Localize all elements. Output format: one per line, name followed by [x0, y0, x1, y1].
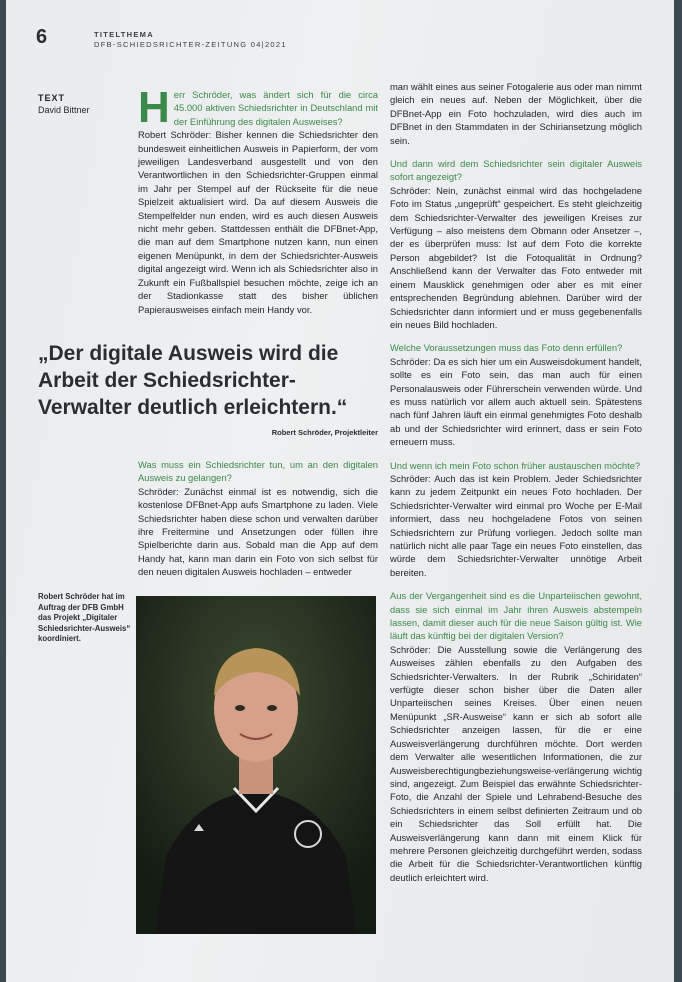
question-5: Und wenn ich mein Foto schon früher austauschen möchte?	[390, 459, 641, 471]
question-4: Welche Voraussetzungen muss das Foto denn erfüllen?	[390, 342, 623, 354]
section-label: TITELTHEMA	[94, 30, 154, 39]
column-left-bottom	[138, 458, 378, 579]
drop-cap: H	[138, 83, 170, 132]
page-number: 6	[36, 26, 48, 48]
question-6: Aus der Vergangenheit sind es die Unparteiischen gewohnt, dass sie sich einmal im Jahr ihren Ausweis abstempeln lassen, damit dieser auch für die neue Saison gültig ist. Wie läuft das künftig bei der digitalen Version?	[390, 590, 642, 642]
author-name: David Bittner	[38, 105, 90, 115]
answer-5: Schröder: Auch das ist kein Problem. Jeder Schiedsrichter kann zu jedem Zeitpunkt ein neues Foto hochladen. Der Schiedsrichter-Verwalter wird einmal pro Woche per E-Mail informiert, dass neu hochgeladene Fotos von seinen Schiedsrichtern zur Prüfung vorliegen. Jedoch sollte man natürlich nicht alle paar Tage ein neues Foto einstellen, das würde dem Schiedsrichter-Verwalter unnötige Arbeit bereiten.	[390, 472, 642, 578]
column-left-top	[138, 83, 378, 316]
publication-label: DFB-SCHIEDSRICHTER-ZEITUNG 04|2021	[94, 40, 287, 49]
author-credit	[38, 92, 90, 116]
question-1: err Schröder, was ändert sich für die circa 45.000 aktiven Schiedsrichter in Deutschland mit der Einführung des digitalen Ausweises?	[173, 89, 378, 127]
answer-4: Schröder: Da es sich hier um ein Ausweisdokument handelt, sollte es ein Foto sein, das man auch für einen Personalausweis oder Führerschein verwenden würde. Und es muss natürlich vor allem auch aktuell sein. Spätestens nach fünf Jahren läuft ein einmal genehmigtes Foto deshalb ab und der Schiedsrichter wird erinnert, dass er sein Foto erneuern muss.	[390, 355, 642, 448]
answer-1: Robert Schröder: Bisher kennen die Schiedsrichter den bundesweit einheitlichen Ausweis in Papierform, der vom jeweiligen Landesverband ausgestellt und von den Verantwortlichen in den Schiedsrichter-Gruppen einmal im Jahr per Stempel auf der Rückseite für die neue Spielzeit aktualisiert wird. Da auf diesem Ausweis die Stempelfelder nun enden, wird es auch diesen Ausweis nicht mehr geben. Stattdessen enthält die DFBnet-App, die man auf dem Smartphone nutzen kann, nun einen eigenen Menüpunkt, in dem der Schiedsrichter-Ausweis digital angezeigt wird. Wenn ich als Schiedsrichter also in Zukunft ein Fußballspiel besuchen möchte, zeige ich an der Stadionkasse statt des bisher üblichen Papierausweises einfach mein Handy vor.	[138, 129, 378, 315]
question-2: Was muss ein Schiedsrichter tun, um an den digitalen Ausweis zu gelangen?	[138, 459, 378, 484]
question-3: Und dann wird dem Schiedsrichter sein digitaler Ausweis sofort angezeigt?	[390, 158, 642, 183]
pull-quote: „Der digitale Ausweis wird die Arbeit der Schiedsrichter-Verwalter deutlich erleichtern.“	[38, 342, 348, 419]
answer-6: Schröder: Die Ausstellung sowie die Verlängerung des Ausweises zählen ebenfalls zu den Aufgaben des Schiedsrichter-Verwalters. In der Rubrik „Schiridaten“ verfügte dieser schon bisher über die Daten aller Unparteiischen seines Kreises. Über einen neuen Menüpunkt „SR-Ausweise“ kann er sich ab sofort alle Schiedsrichter anzeigen lassen, für die er eine Ausweisverlängerung durchführen möchte. Dort werden dem Verwalter alle wesentlichen Informationen, die zur Ausweisberechtigungbeziehungsweise-verlängerung wichtig sind, angezeigt. Zum Beispiel das erwähnte Schiedsrichter-Foto, die Anzahl der Spiele und Lehrabend-Besuche des Schiedsrichters in einem selbst definierten Zeitraum und ob ein Schiedsrichter das Soll erfüllt hat. Die Ausweisverlängerung kann dann mit einem Klick für mehrere Personen gleichzeitig durchgeführt werden, sodass die Arbeit für die Schiedsrichter-Verantwortlichen künftig deutlich erleichtert wird.	[390, 643, 642, 883]
portrait-illustration	[136, 596, 376, 934]
answer-3: Schröder: Nein, zunächst einmal wird das hochgeladene Foto im Status „ungeprüft“ gespeichert. Es steht gleichzeitig dem Schiedsrichter-Verwalter des jeweiligen Kreises zur Verfügung – also meistens dem Obmann oder Ansetzer –, der es überprüfen muss: Ist auf dem Foto die korrekte Person abgebildet? Ist die Fotoqualität in Ordnung? Anschließend kann der Verwalter das Foto entweder mit einem Mausklick genehmigen oder aber es mit einer entsprechenden Begründung ablehnen. Darüber wird der Schiedsrichter dann informiert und er muss gegebenenfalls ein neues Bild hochladen.	[390, 184, 642, 330]
pull-quote-attribution: Robert Schröder, Projektleiter	[271, 428, 378, 437]
credit-label: TEXT	[38, 93, 66, 103]
column-right	[390, 80, 642, 884]
answer-2: Schröder: Zunächst einmal ist es notwendig, sich die kostenlose DFBnet-App aufs Smartphone zu laden. Viele Schiedsrichter haben diese schon und verwalten darüber ihre Freitermine und Ansetzungen oder füllen ihre Spielberichte darin aus. Sobald man die App auf dem Handy hat, kann man darin ein Foto von sich selbst für den neuen digitalen Ausweis hochladen – entweder	[138, 485, 378, 578]
magazine-page	[6, 0, 674, 982]
answer-2-continued: man wählt eines aus seiner Fotogalerie aus oder man nimmt gleich ein neues auf. Neben der Möglichkeit, über die DFBnet-App ein Foto hochzuladen, wird dies auch im DFBnet in den Stammdaten in der Schiriansetzung möglich sein.	[390, 81, 642, 146]
photo-caption: Robert Schröder hat im Auftrag der DFB GmbH das Projekt „Digitaler Schiedsrichter-Ausweis“ koordiniert.	[38, 592, 131, 643]
portrait-photo	[136, 596, 376, 934]
